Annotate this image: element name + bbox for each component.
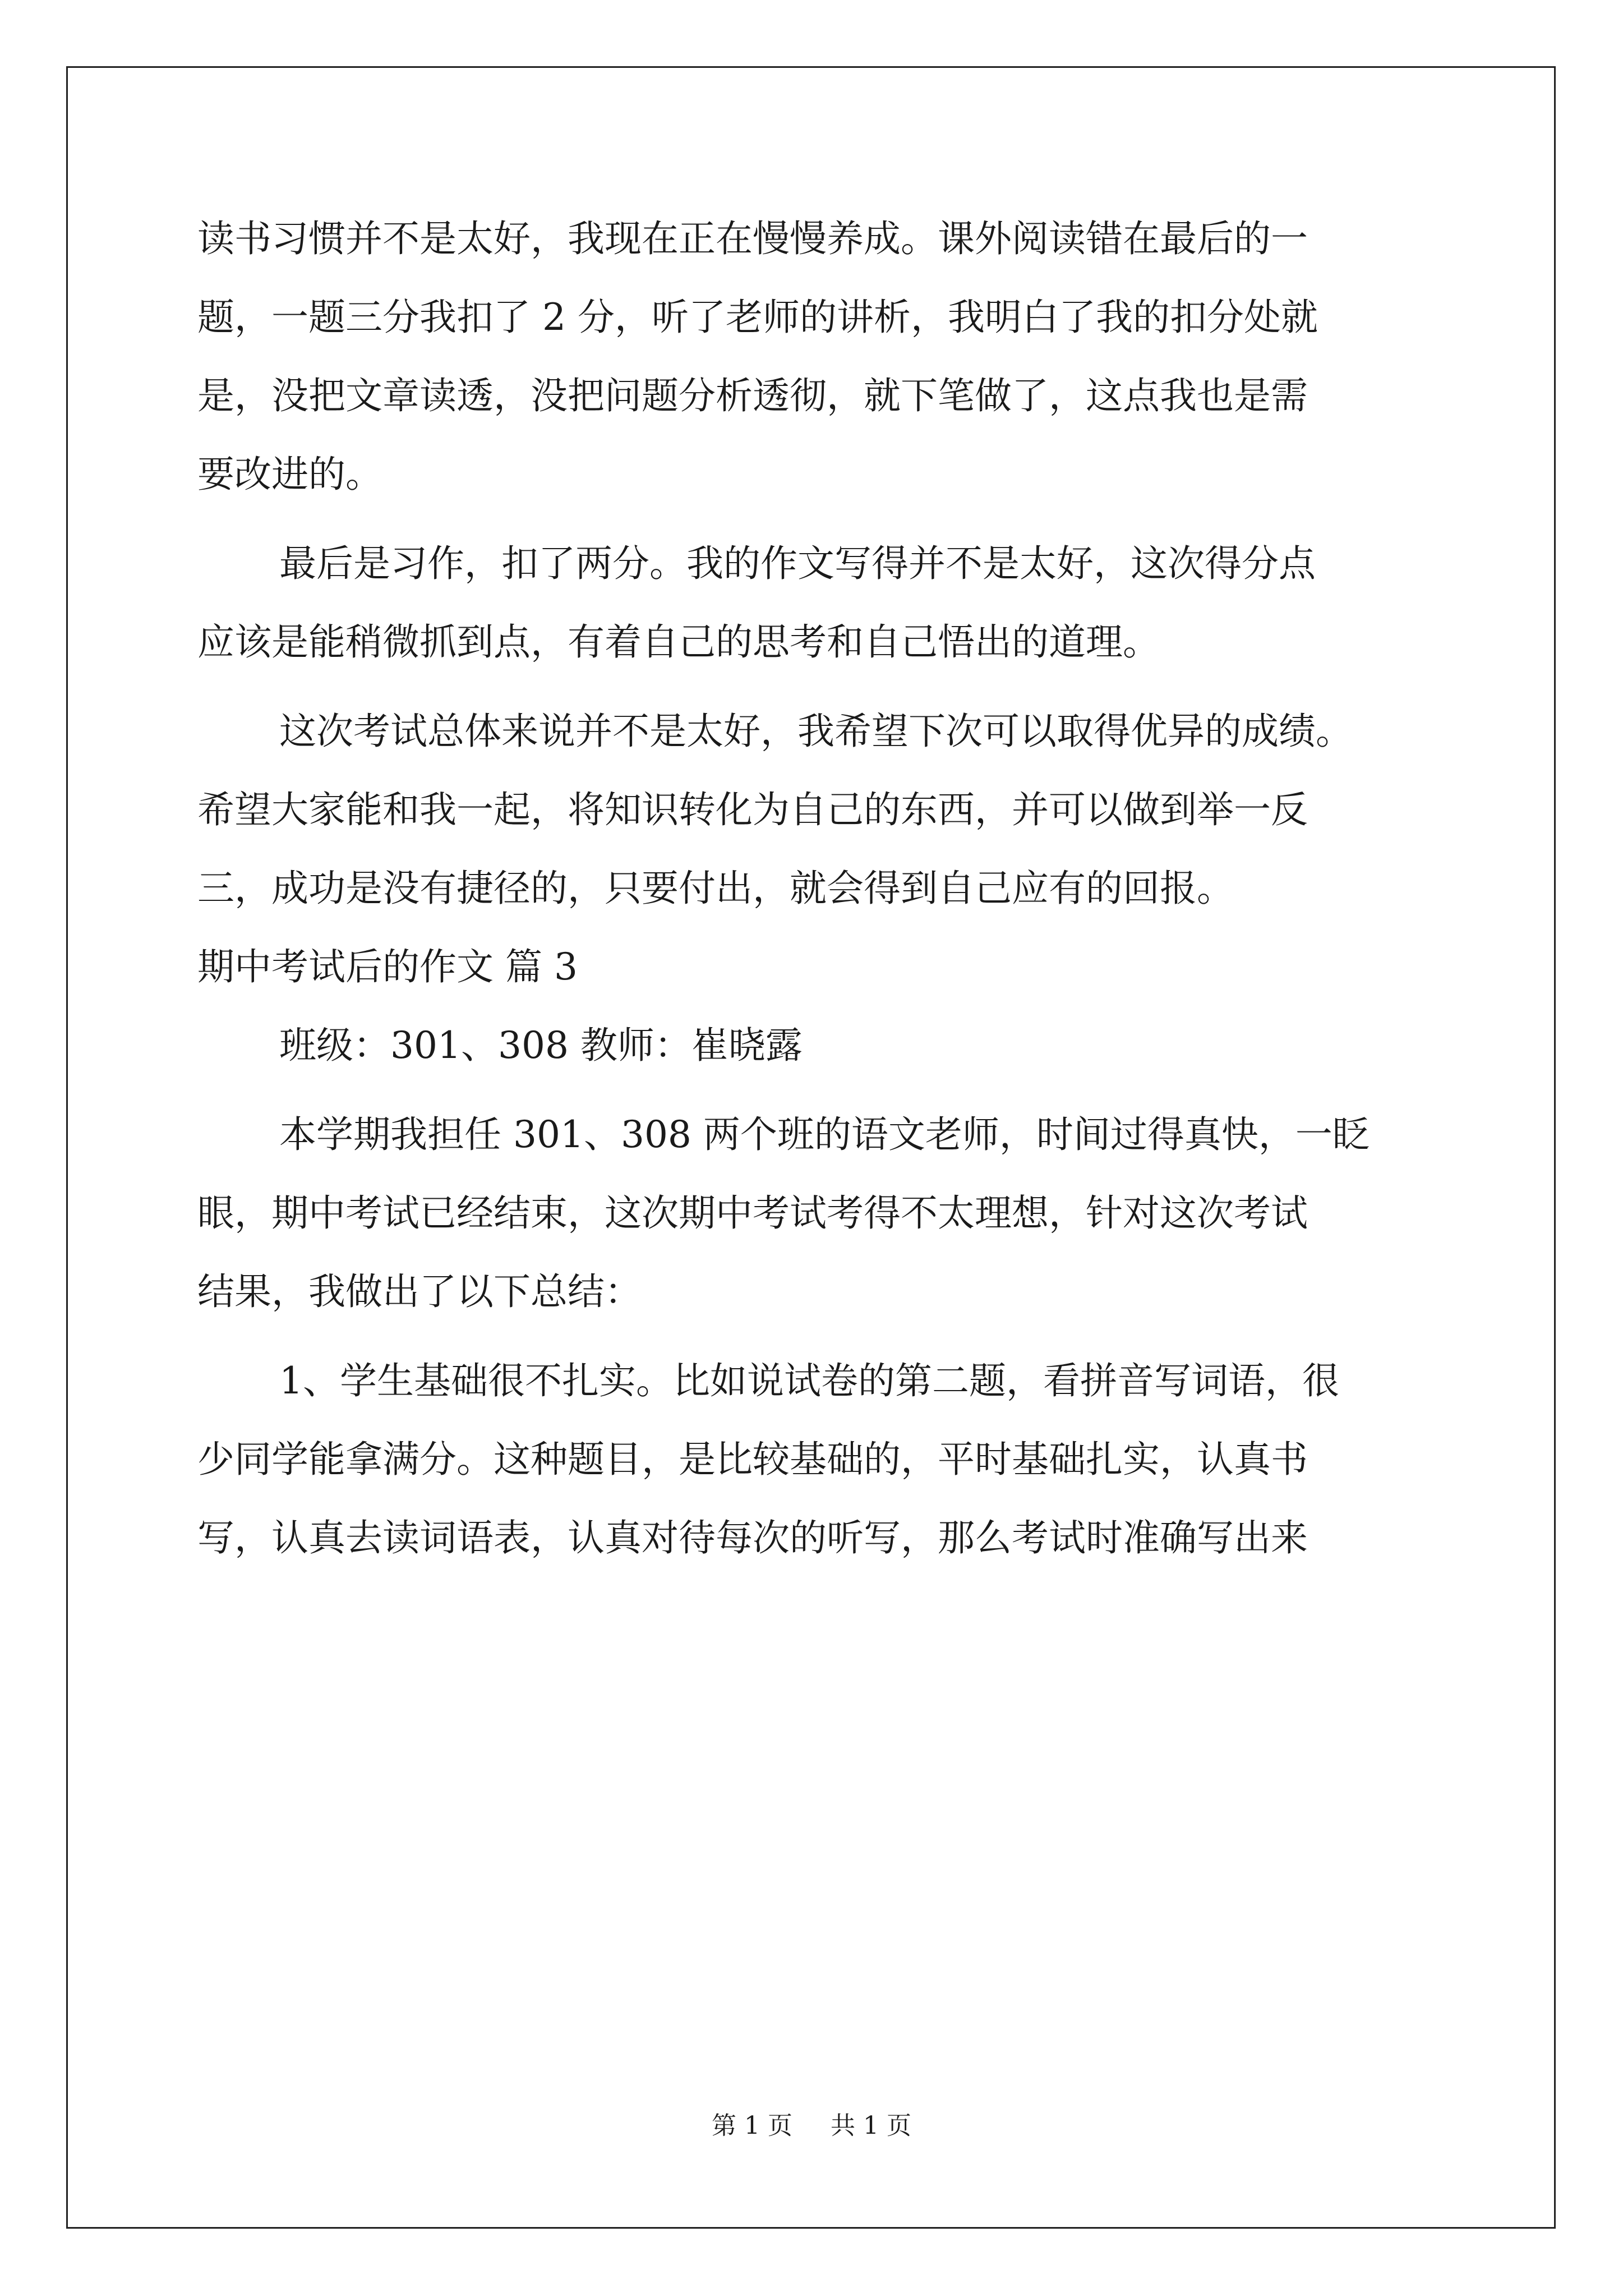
text-line: 眼，期中考试已经结束，这次期中考试考得不太理想，针对这次考试	[197, 1191, 1308, 1235]
document-body	[197, 213, 1431, 1564]
text-line: 最后是习作，扣了两分。我的作文写得并不是太好，这次得分点	[279, 542, 1316, 585]
text-line: 三，成功是没有捷径的，只要付出，就会得到自己应有的回报。	[197, 867, 1234, 910]
paragraph-continuation	[197, 213, 1431, 500]
text-line: 这次考试总体来说并不是太好，我希望下次可以取得优异的成绩。	[279, 710, 1353, 753]
text-line: 写，认真去读词语表，认真对待每次的听写，那么考试时准确写出来	[197, 1516, 1308, 1559]
class-teacher-line: 班级：301、308 教师：崔晓露	[279, 1024, 803, 1067]
paragraph-intro	[197, 1109, 1431, 1318]
section-heading: 期中考试后的作文 篇 3	[197, 945, 578, 988]
text-line: 少同学能拿满分。这种题目，是比较基础的，平时基础扎实，认真书	[197, 1438, 1308, 1481]
text-line: 1、学生基础很不扎实。比如说试卷的第二题，看拼音写词语，很	[279, 1359, 1339, 1402]
text-line: 应该是能稍微抓到点，有着自己的思考和自己悟出的道理。	[197, 620, 1160, 664]
text-line: 题，一题三分我扣了 2 分，听了老师的讲析，我明白了我的扣分处就	[197, 296, 1318, 339]
text-line: 本学期我担任 301、308 两个班的语文老师，时间过得真快，一眨	[279, 1113, 1370, 1156]
paragraph-summary	[197, 706, 1431, 914]
page-total: 共 1 页	[831, 2111, 911, 2140]
page-footer	[0, 2109, 1623, 2143]
page-number: 第 1 页	[712, 2111, 792, 2140]
text-line: 希望大家能和我一起，将知识转化为自己的东西，并可以做到举一反	[197, 788, 1308, 831]
paragraph-point-1	[197, 1355, 1431, 1564]
paragraph-writing	[197, 538, 1431, 668]
text-line: 是，没把文章读透，没把问题分析透彻，就下笔做了，这点我也是需	[197, 374, 1308, 417]
text-line: 要改进的。	[197, 453, 382, 496]
text-line: 结果，我做出了以下总结：	[197, 1270, 642, 1313]
text-line: 读书习惯并不是太好，我现在正在慢慢养成。课外阅读错在最后的一	[197, 217, 1308, 260]
